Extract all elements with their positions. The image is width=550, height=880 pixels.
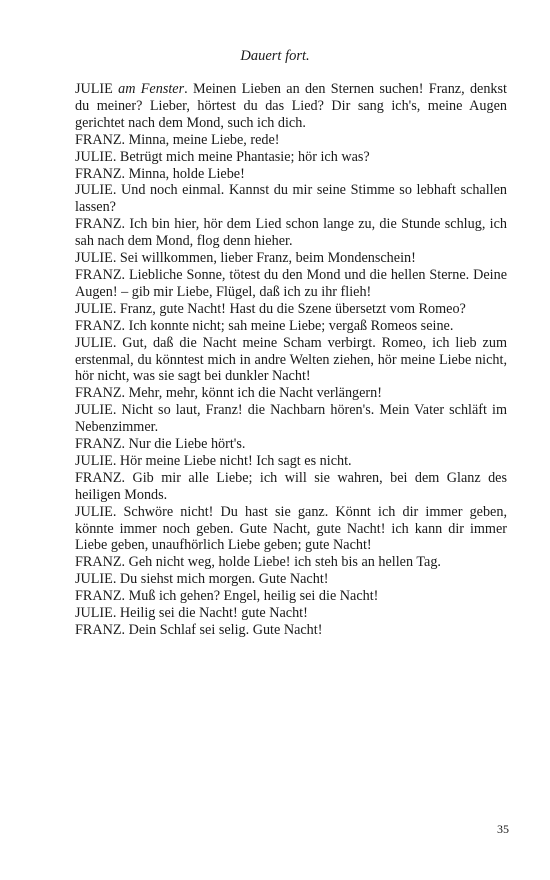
- speaker-name: JULIE.: [75, 182, 117, 199]
- speaker-name: FRANZ.: [75, 554, 126, 571]
- speaker-name: JULIE.: [75, 605, 117, 622]
- line-text: Gib mir alle Liebe; ich will sie wahren, bei dem Glanz des heiligen Monds.: [75, 469, 507, 503]
- dialogue-line: [75, 216, 507, 250]
- speaker-name: JULIE.: [75, 452, 117, 469]
- line-text: Du siehst mich morgen. Gute Nacht!: [116, 571, 329, 588]
- speaker-name: FRANZ.: [75, 588, 126, 605]
- line-text: Franz, gute Nacht! Hast du die Szene übersetzt vom Romeo?: [116, 300, 466, 317]
- speaker-name: JULIE: [75, 81, 113, 97]
- line-text: Dein Schlaf sei selig. Gute Nacht!: [125, 622, 323, 638]
- speaker-name: FRANZ.: [75, 266, 126, 283]
- speaker-name: FRANZ.: [75, 385, 126, 402]
- speaker-name: FRANZ.: [75, 622, 126, 638]
- speaker-name: FRANZ.: [75, 469, 126, 486]
- dialogue-line: [75, 335, 507, 386]
- line-text: Schwöre nicht! Du hast sie ganz. Könnt ich dir immer geben, könnte immer noch geben. Gute Nacht, gute Nacht! ich kann dir immer Liebe geben, unaufhörlich Liebe geben; gute Nacht!: [75, 503, 507, 554]
- line-text: . Meinen Lieben an den Sternen suchen! Franz, denkst du meiner? Lieber, hörtest du das Lied? Dir sang ich's, meine Augen gerichtet nach dem Mond, such ich dich.: [75, 81, 507, 131]
- dialogue-line: [75, 504, 507, 555]
- line-text: Und noch einmal. Kannst du mir seine Stimme so lebhaft schallen lassen?: [75, 182, 507, 216]
- line-text: Ich bin hier, hör dem Lied schon lange zu, die Stunde schlug, ich sah nach dem Mond, flog denn hieher.: [75, 216, 507, 250]
- dialogue-line: [75, 250, 507, 267]
- speaker-name: JULIE.: [75, 402, 117, 419]
- line-text: Heilig sei die Nacht! gute Nacht!: [116, 605, 308, 622]
- dialogue-line: [75, 605, 507, 622]
- speaker-name: JULIE.: [75, 300, 117, 317]
- dialogue-line: [75, 622, 507, 639]
- line-text: Gut, daß die Nacht meine Scham verbirgt. Romeo, ich lieb zum erstenmal, du könntest mich in andre Welten ziehen, hör meine Liebe nicht, hör nicht, was sie sagt bei dunkler Nacht!: [75, 334, 507, 385]
- line-text: Geh nicht weg, holde Liebe! ich steh bis an hellen Tag.: [125, 554, 441, 571]
- dialogue-line: [75, 166, 507, 183]
- dialogue-line: [75, 402, 507, 436]
- dialogue-line: [75, 81, 507, 132]
- page-number: 35: [497, 822, 509, 836]
- dialogue-line: [75, 470, 507, 504]
- speaker-name: FRANZ.: [75, 216, 126, 233]
- speaker-name: FRANZ.: [75, 131, 126, 148]
- speaker-name: JULIE.: [75, 571, 117, 588]
- dialogue-line: [75, 318, 507, 335]
- speaker-name: FRANZ.: [75, 165, 126, 182]
- line-text: Mehr, mehr, könnt ich die Nacht verlängern!: [125, 385, 382, 402]
- dialogue-line: [75, 301, 507, 318]
- scene-heading: Dauert fort.: [240, 48, 310, 64]
- line-text: Hör meine Liebe nicht! Ich sagt es nicht.: [116, 452, 352, 469]
- speaker-name: JULIE.: [75, 503, 117, 520]
- dialogue-line: [75, 182, 507, 216]
- dialogue-line: [75, 453, 507, 470]
- line-text: Minna, holde Liebe!: [125, 165, 245, 182]
- speaker-name: JULIE.: [75, 250, 117, 267]
- dialogue-line: [75, 554, 507, 571]
- dialogue-line: [75, 588, 507, 605]
- stage-direction: am Fenster: [118, 81, 185, 97]
- speaker-name: FRANZ.: [75, 317, 126, 334]
- speaker-name: JULIE.: [75, 148, 117, 165]
- dialogue-line: [75, 385, 507, 402]
- line-text: Sei willkommen, lieber Franz, beim Mondenschein!: [116, 250, 416, 267]
- dialogue-line: [75, 436, 507, 453]
- line-text: Nur die Liebe hört's.: [125, 436, 246, 453]
- line-text: Muß ich gehen? Engel, heilig sei die Nacht!: [125, 588, 379, 605]
- speaker-name: JULIE.: [75, 334, 117, 351]
- dialogue-text: [75, 81, 507, 639]
- speaker-name: FRANZ.: [75, 436, 126, 453]
- dialogue-line: [75, 571, 507, 588]
- line-text: Ich konnte nicht; sah meine Liebe; vergaß Romeos seine.: [125, 317, 454, 334]
- dialogue-line: [75, 132, 507, 149]
- line-text: Nicht so laut, Franz! die Nachbarn hören's. Mein Vater schläft im Nebenzimmer.: [75, 402, 507, 436]
- line-text: Minna, meine Liebe, rede!: [125, 131, 280, 148]
- line-text: Betrügt mich meine Phantasie; hör ich was?: [116, 148, 370, 165]
- dialogue-line: [75, 267, 507, 301]
- dialogue-line: [75, 149, 507, 166]
- line-text: Liebliche Sonne, tötest du den Mond und die hellen Sterne. Deine Augen! – gib mir Liebe, Flügel, daß ich zu ihr flieh!: [75, 266, 507, 300]
